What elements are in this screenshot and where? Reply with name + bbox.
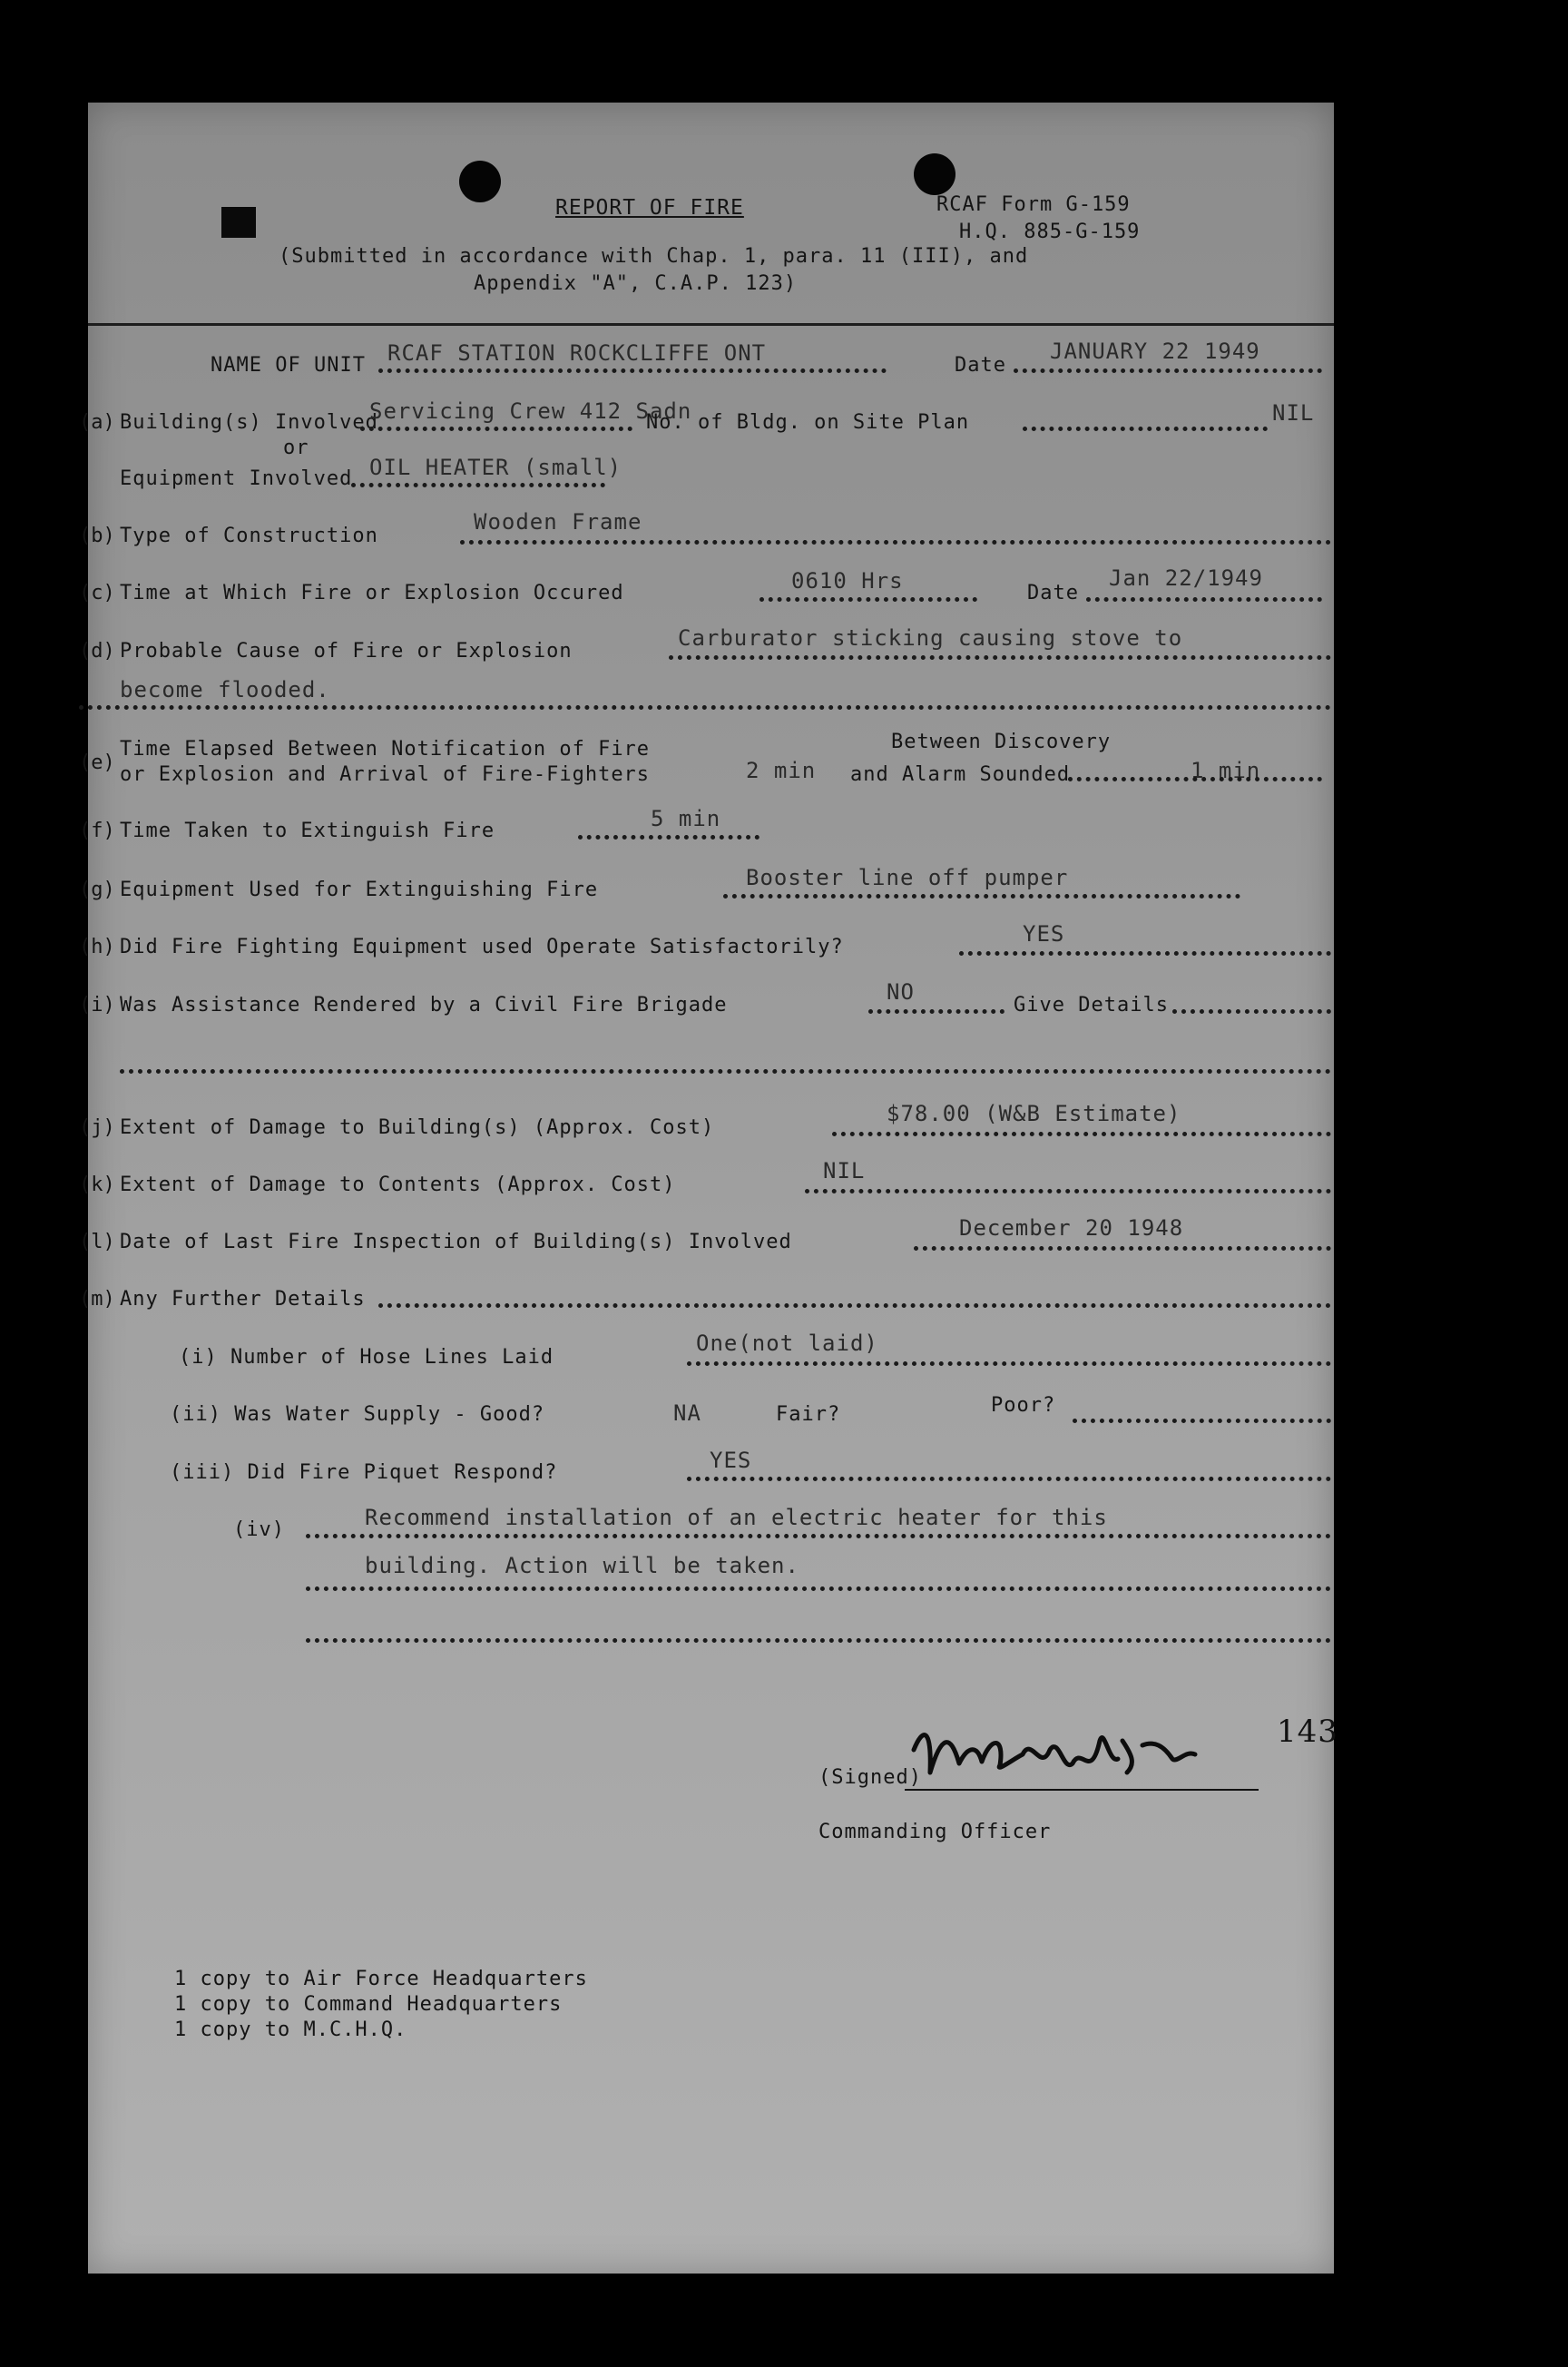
field-m4-value-2: building. Action will be taken.: [365, 1553, 799, 1578]
field-h-label: Did Fire Fighting Equipment used Operate Satisfactorily?: [120, 936, 844, 958]
signature-role: Commanding Officer: [818, 1821, 1052, 1843]
field-m3-label: (iii) Did Fire Piquet Respond?: [170, 1461, 558, 1484]
field-c-dots: [760, 597, 977, 602]
field-b-label: Type of Construction: [120, 525, 378, 547]
field-m-letter: (m): [79, 1288, 115, 1311]
field-e-label-2: or Explosion and Arrival of Fire-Fighters: [120, 763, 651, 786]
field-e-letter: (e): [79, 751, 115, 774]
field-e-value-2: 1 min: [1191, 758, 1261, 783]
field-g-label: Equipment Used for Extinguishing Fire: [120, 879, 599, 901]
field-d-dots-2: [79, 705, 1331, 710]
field-k-label: Extent of Damage to Contents (Approx. Cost): [120, 1174, 676, 1196]
field-m2-good: NA: [673, 1400, 701, 1426]
punch-hole-right: [914, 153, 956, 195]
field-a-site-label: No. of Bldg. on Site Plan: [646, 411, 970, 434]
field-i-label: Was Assistance Rendered by a Civil Fire Brigade: [120, 994, 728, 1017]
field-h-letter: (h): [79, 936, 115, 958]
field-m2-poor: Poor?: [991, 1394, 1056, 1417]
field-b-value: Wooden Frame: [474, 509, 642, 535]
copy-line-3: 1 copy to M.C.H.Q.: [174, 2018, 407, 2041]
field-c-letter: (c): [79, 582, 115, 604]
field-j-value: $78.00 (W&B Estimate): [887, 1101, 1181, 1126]
field-h-dots: [959, 951, 1331, 956]
form-number: RCAF Form G-159: [936, 193, 1131, 216]
field-k-letter: (k): [79, 1174, 115, 1196]
field-e-label-4: and Alarm Sounded: [850, 763, 1071, 786]
field-a-site-value: NIL: [1272, 400, 1315, 426]
field-f-value: 5 min: [651, 806, 721, 831]
report-of-fire-form: [79, 103, 1338, 2274]
field-c-value: 0610 Hrs: [791, 568, 904, 594]
field-m4-dots-2: [306, 1586, 1331, 1591]
field-a-letter: (a): [79, 411, 115, 434]
field-d-label: Probable Cause of Fire or Explosion: [120, 640, 573, 663]
field-a-value: Servicing Crew 412 Sadn: [369, 398, 692, 424]
unit-label: NAME OF UNIT: [211, 354, 366, 377]
signature-line: [905, 1789, 1259, 1791]
field-a-label: Building(s) Involved: [120, 411, 378, 434]
field-f-label: Time Taken to Extinguish Fire: [120, 820, 495, 842]
field-l-value: December 20 1948: [959, 1215, 1184, 1241]
copy-line-1: 1 copy to Air Force Headquarters: [174, 1968, 588, 1990]
field-a-equip-label: Equipment Involved: [120, 467, 353, 490]
field-a-dots: [360, 427, 632, 431]
field-m4-label: (iv): [233, 1518, 285, 1541]
field-e-value: 2 min: [746, 758, 817, 783]
field-g-value: Booster line off pumper: [746, 865, 1069, 890]
unit-date-value: JANUARY 22 1949: [1050, 339, 1260, 364]
field-m4-dots-1: [306, 1534, 1331, 1538]
unit-value: RCAF STATION ROCKCLIFFE ONT: [387, 340, 767, 366]
unit-dots: [378, 368, 887, 373]
submitted-line-2: Appendix "A", C.A.P. 123): [474, 272, 798, 295]
handwritten-signature: [905, 1709, 1240, 1809]
copy-line-2: 1 copy to Command Headquarters: [174, 1993, 563, 2016]
field-h-value: YES: [1023, 921, 1065, 947]
field-m2-dots: [1073, 1419, 1331, 1423]
field-k-value: NIL: [823, 1158, 866, 1184]
field-e-dots: [1068, 777, 1322, 781]
field-d-value-1: Carburator sticking causing stove to: [678, 625, 1183, 651]
field-a-equip-dots: [351, 483, 605, 487]
field-m2-fair: Fair?: [776, 1403, 841, 1426]
field-l-dots: [914, 1246, 1331, 1251]
field-i-details-dots: [1172, 1009, 1331, 1014]
field-m1-value: One(not laid): [696, 1331, 878, 1356]
page-number: 143: [1277, 1714, 1338, 1750]
field-g-dots: [723, 894, 1240, 899]
field-m4-value-1: Recommend installation of an electric heater for this: [365, 1505, 1108, 1530]
field-d-letter: (d): [79, 640, 115, 663]
field-m1-label: (i) Number of Hose Lines Laid: [179, 1346, 554, 1369]
field-c-date-label: Date: [1027, 582, 1079, 604]
hq-number: H.Q. 885-G-159: [959, 221, 1141, 243]
field-e-label-3: Between Discovery: [891, 731, 1112, 753]
field-c-date-value: Jan 22/1949: [1109, 565, 1263, 591]
field-c-date-dots: [1086, 597, 1322, 602]
field-f-letter: (f): [79, 820, 115, 842]
form-title: REPORT OF FIRE: [555, 196, 744, 220]
field-m2-label: (ii) Was Water Supply - Good?: [170, 1403, 545, 1426]
punch-hole-left: [459, 161, 501, 202]
field-b-letter: (b): [79, 525, 115, 547]
field-k-dots: [805, 1189, 1331, 1193]
field-l-label: Date of Last Fire Inspection of Building(s) Involved: [120, 1231, 792, 1253]
field-i-details-label: Give Details: [1014, 994, 1169, 1017]
field-m3-value: YES: [710, 1448, 752, 1473]
field-m4-dots-3: [306, 1638, 1331, 1643]
field-i-dots-2: [120, 1069, 1331, 1074]
field-b-dots: [460, 540, 1331, 545]
field-e-label-1: Time Elapsed Between Notification of Fire: [120, 738, 651, 761]
field-f-dots: [578, 835, 760, 840]
field-j-letter: (j): [79, 1116, 115, 1139]
black-tab-mark: [221, 207, 256, 238]
unit-date-label: Date: [955, 354, 1006, 377]
field-a-or: or: [283, 437, 309, 459]
field-c-label: Time at Which Fire or Explosion Occured: [120, 582, 624, 604]
field-m1-dots: [687, 1361, 1331, 1366]
field-i-dots: [868, 1009, 1004, 1014]
signed-label: (Signed): [818, 1766, 922, 1789]
field-a-site-dots: [1023, 427, 1268, 431]
unit-date-dots: [1014, 368, 1322, 373]
field-i-letter: (i): [79, 994, 115, 1017]
field-g-letter: (g): [79, 879, 115, 901]
field-m3-dots: [687, 1477, 1331, 1481]
field-j-dots: [832, 1132, 1331, 1136]
field-m-dots: [378, 1303, 1331, 1308]
header-rule: [88, 323, 1334, 326]
field-j-label: Extent of Damage to Building(s) (Approx. Cost): [120, 1116, 715, 1139]
field-d-dots-1: [669, 655, 1331, 660]
field-i-value: NO: [887, 979, 915, 1005]
field-a-equip-value: OIL HEATER (small): [369, 455, 622, 480]
field-m-label: Any Further Details: [120, 1288, 366, 1311]
field-d-value-2: become flooded.: [120, 677, 330, 702]
submitted-line-1: (Submitted in accordance with Chap. 1, para. 11 (III), and: [279, 245, 1029, 268]
field-l-letter: (l): [79, 1231, 115, 1253]
